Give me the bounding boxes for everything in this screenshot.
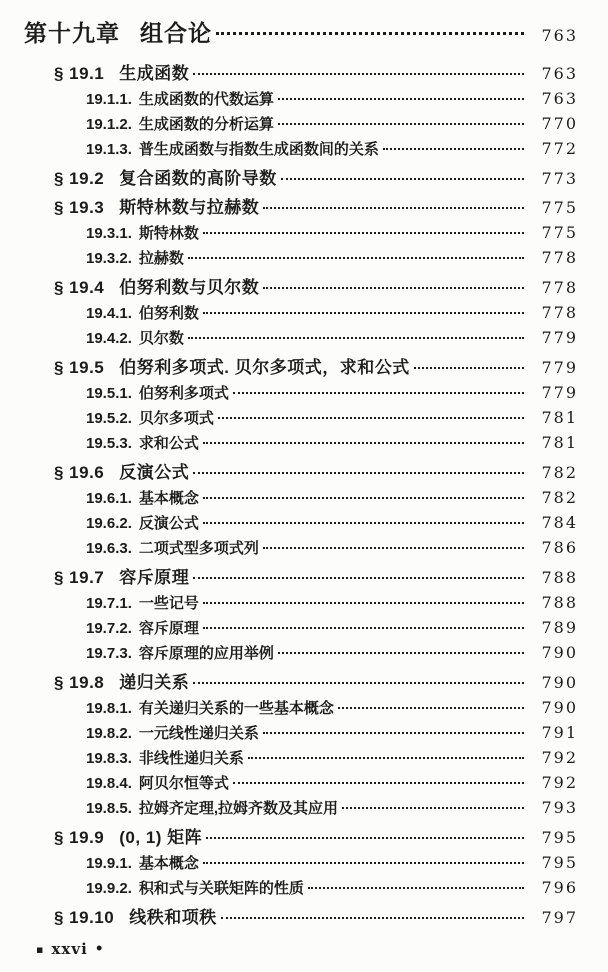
toc-entry-page: 795: [541, 853, 578, 872]
toc-entry: [0, 796, 578, 821]
toc-entry-title: 有关递归关系的一些基本概念: [138, 700, 334, 717]
toc-entry: [0, 591, 578, 616]
toc-entry-number: § 19.5: [54, 358, 105, 377]
footer-left-bullet-icon: ▪: [36, 942, 45, 956]
dot-leader: [193, 472, 524, 474]
toc-entry-title: 拉赫数: [138, 250, 184, 267]
toc-entry-title: 阿贝尔恒等式: [138, 775, 229, 792]
dot-leader: [203, 602, 524, 604]
toc-entry-title: 反演公式: [138, 515, 199, 532]
toc-entry: [0, 195, 578, 220]
toc-entry-page: 791: [541, 723, 578, 742]
toc-entry-page: 779: [541, 383, 578, 402]
toc-entry: [0, 565, 578, 590]
toc-entry: [0, 406, 578, 431]
toc-entry-page: 792: [541, 773, 578, 792]
toc-entry-page: 796: [541, 878, 578, 897]
toc-entry-title: 组合论: [140, 20, 212, 46]
footer-right-bullet-icon: •: [94, 941, 105, 957]
toc-entry: [0, 851, 578, 876]
toc-entry: [0, 825, 578, 850]
toc-entry-title: 贝尔多项式: [138, 410, 214, 427]
toc-entry-page: 778: [541, 278, 578, 297]
toc-entry-page: 795: [541, 828, 578, 847]
dot-leader: [383, 148, 524, 150]
toc-entry: [0, 486, 578, 511]
toc-entry-number: 19.8.3.: [86, 750, 132, 767]
toc-entry-number: § 19.8: [54, 673, 105, 692]
dot-leader: [188, 337, 524, 339]
toc-entry-title: 普生成函数与指数生成函数间的关系: [138, 141, 379, 158]
dot-leader: [218, 417, 524, 419]
toc-entry: [0, 61, 578, 86]
dot-leader: [203, 232, 524, 234]
toc-entry-page: 788: [541, 568, 578, 587]
dot-leader: [263, 547, 524, 549]
toc-entry-title: 伯努利多项式. 贝尔多项式，求和公式: [119, 358, 410, 377]
toc-entry-title: 斯特林数: [138, 225, 199, 242]
toc-entry: [0, 641, 578, 666]
toc-entry-title: 反演公式: [119, 463, 190, 482]
dot-leader: [203, 522, 524, 524]
dot-leader: [263, 287, 524, 289]
toc-entry-number: 19.8.1.: [86, 700, 132, 717]
toc-entry-number: 19.8.5.: [86, 800, 132, 817]
dot-leader: [263, 207, 524, 209]
toc-entry-page: 779: [541, 358, 578, 377]
dot-leader: [203, 442, 524, 444]
dot-leader: [263, 732, 524, 734]
toc-entry-number: 19.3.1.: [86, 225, 132, 242]
dot-leader: [193, 682, 524, 684]
dot-leader: [216, 32, 524, 35]
toc-entry-title: 生成函数的代数运算: [138, 91, 274, 108]
toc-entry-number: 19.7.2.: [86, 620, 132, 637]
dot-leader: [278, 98, 524, 100]
toc-entry: [0, 616, 578, 641]
toc-entry-number: 19.1.3.: [86, 141, 132, 158]
toc-entry-title: 伯努利数: [138, 305, 199, 322]
toc-entry-page: 779: [541, 328, 578, 347]
toc-entry-page: 782: [541, 488, 578, 507]
toc-entry: [0, 721, 578, 746]
toc-entry: [0, 137, 578, 162]
toc-entry-title: 容斥原理: [119, 568, 190, 587]
dot-leader: [206, 837, 524, 839]
toc-entry-title: 一些记号: [138, 595, 199, 612]
toc-entry-title: 伯努利多项式: [138, 385, 229, 402]
toc-entry-page: 789: [541, 618, 578, 637]
toc-entry: [0, 301, 578, 326]
toc-entry-title: 拉姆齐定理,拉姆齐数及其应用: [138, 800, 339, 817]
dot-leader: [193, 577, 524, 579]
toc-entry-title: 非线性递归关系: [138, 750, 244, 767]
dot-leader: [203, 862, 524, 864]
toc-entry-page: 790: [541, 643, 578, 662]
toc-entry-number: 19.8.2.: [86, 725, 132, 742]
dot-leader: [233, 392, 524, 394]
toc-entry: [0, 381, 578, 406]
dot-leader: [193, 73, 524, 75]
toc-entry-title: 求和公式: [138, 435, 199, 452]
toc-entry: [0, 112, 578, 137]
toc-entry: [0, 876, 578, 901]
toc-entry-number: § 19.4: [54, 278, 105, 297]
toc-entry-title: 生成函数: [119, 64, 190, 83]
footer-page-number: xxvi: [51, 940, 88, 958]
toc-entry-title: 贝尔数: [138, 330, 184, 347]
toc-entry-number: 19.3.2.: [86, 250, 132, 267]
toc-entry-title: 一元线性递归关系: [138, 725, 259, 742]
toc-entry-number: 19.7.3.: [86, 645, 132, 662]
toc-entry-title: 基本概念: [138, 855, 199, 872]
toc-entry: [0, 771, 578, 796]
toc-entry: [0, 166, 578, 191]
toc-entry-page: 773: [541, 169, 578, 188]
dot-leader: [203, 312, 524, 314]
toc-entry-number: 19.4.1.: [86, 305, 132, 322]
toc-entry: [0, 431, 578, 456]
toc-entry: [0, 746, 578, 771]
toc-entry-page: 793: [541, 798, 578, 817]
dot-leader: [308, 887, 524, 889]
toc-entry: [0, 246, 578, 271]
toc-entry: [0, 460, 578, 485]
toc-entry-page: 778: [541, 248, 578, 267]
toc-entry-page: 790: [541, 673, 578, 692]
toc-entry: [0, 326, 578, 351]
page-footer: [36, 940, 105, 958]
toc-entry-number: 19.9.2.: [86, 880, 132, 897]
toc-entry-page: 797: [541, 908, 578, 927]
toc-entry: [0, 18, 578, 51]
toc-entry: [0, 511, 578, 536]
toc-entry: [0, 696, 578, 721]
toc-entry-page: 784: [541, 513, 578, 532]
toc-entry: [0, 905, 578, 930]
toc-entry-number: § 19.2: [54, 169, 105, 188]
toc-entry-title: 二项式型多项式列: [138, 540, 259, 557]
toc-entry-number: 19.4.2.: [86, 330, 132, 347]
toc-entry-title: 容斥原理: [138, 620, 199, 637]
toc-entry-number: 19.5.1.: [86, 385, 132, 402]
toc-entry-number: 19.6.3.: [86, 540, 132, 557]
toc-entry-number: § 19.6: [54, 463, 105, 482]
toc-entry-number: 19.6.1.: [86, 490, 132, 507]
toc-entry-title: (0, 1) 矩阵: [119, 828, 203, 847]
toc-entry-page: 763: [541, 26, 578, 45]
toc-entry-page: 763: [541, 89, 578, 108]
toc-entry-number: 19.8.4.: [86, 775, 132, 792]
toc-entry-page: 778: [541, 303, 578, 322]
toc-entry-title: 斯特林数与拉赫数: [119, 198, 260, 217]
toc-entry-number: § 19.1: [54, 64, 105, 83]
dot-leader: [203, 627, 524, 629]
toc-entry-number: 19.7.1.: [86, 595, 132, 612]
toc-entry-number: 19.9.1.: [86, 855, 132, 872]
toc-entry-page: 763: [541, 64, 578, 83]
toc-entry-page: 781: [541, 433, 578, 452]
toc-entry-title: 容斥原理的应用举例: [138, 645, 274, 662]
toc-entry-number: 19.1.2.: [86, 116, 132, 133]
toc-entry: [0, 87, 578, 112]
toc-entry: [0, 355, 578, 380]
toc-entry-title: 线秩和项秩: [129, 908, 217, 927]
toc-entry-number: 19.1.1.: [86, 91, 132, 108]
toc-entry: [0, 670, 578, 695]
toc-entry-number: § 19.9: [54, 828, 105, 847]
toc-entry-number: § 19.3: [54, 198, 105, 217]
toc-entry: [0, 536, 578, 561]
toc-entry-number: 19.5.2.: [86, 410, 132, 427]
dot-leader: [203, 497, 524, 499]
toc-entry: [0, 275, 578, 300]
toc-entry-page: 782: [541, 463, 578, 482]
toc-entry-number: § 19.7: [54, 568, 105, 587]
toc-entry-page: 775: [541, 223, 578, 242]
toc-entry-title: 复合函数的高阶导数: [119, 169, 277, 188]
toc-entry-page: 781: [541, 408, 578, 427]
toc-entry-page: 786: [541, 538, 578, 557]
dot-leader: [248, 757, 524, 759]
dot-leader: [233, 782, 524, 784]
toc-entry-number: 19.6.2.: [86, 515, 132, 532]
toc-entry-page: 770: [541, 114, 578, 133]
toc-entry-page: 792: [541, 748, 578, 767]
toc-list: [0, 18, 578, 930]
toc-entry-number: 19.5.3.: [86, 435, 132, 452]
dot-leader: [278, 652, 524, 654]
toc-entry-title: 递归关系: [119, 673, 190, 692]
dot-leader: [414, 367, 524, 369]
toc-entry-title: 基本概念: [138, 490, 199, 507]
toc-entry: [0, 221, 578, 246]
dot-leader: [281, 178, 524, 180]
toc-entry-page: 772: [541, 139, 578, 158]
dot-leader: [188, 257, 524, 259]
dot-leader: [221, 917, 524, 919]
toc-entry-page: 775: [541, 198, 578, 217]
toc-entry-number: § 19.10: [54, 908, 115, 927]
dot-leader: [342, 807, 524, 809]
toc-entry-title: 积和式与关联矩阵的性质: [138, 880, 304, 897]
toc-entry-number: 第十九章: [24, 20, 120, 46]
toc-entry-title: 生成函数的分析运算: [138, 116, 274, 133]
dot-leader: [338, 707, 524, 709]
dot-leader: [278, 123, 524, 125]
toc-entry-title: 伯努利数与贝尔数: [119, 278, 260, 297]
toc-entry-page: 790: [541, 698, 578, 717]
toc-entry-page: 788: [541, 593, 578, 612]
